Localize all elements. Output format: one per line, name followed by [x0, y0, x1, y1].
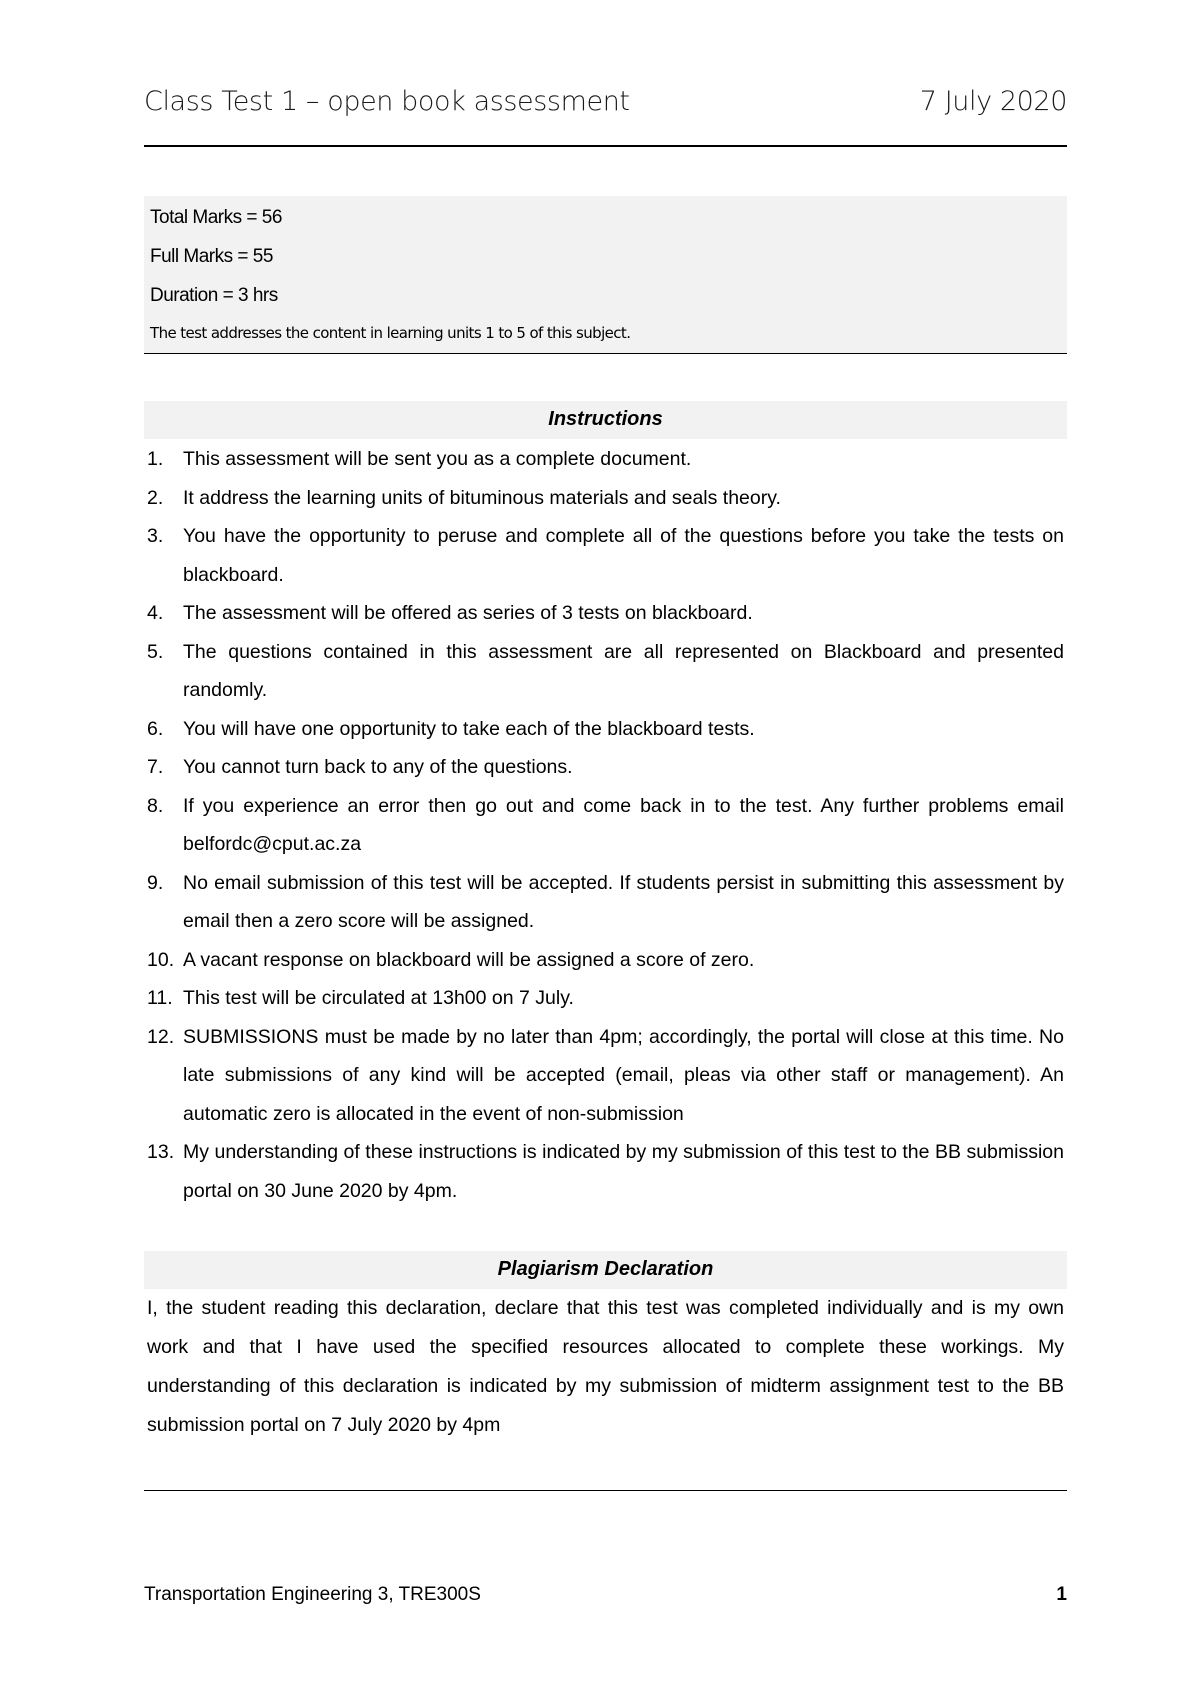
page-number: 1 [1056, 1584, 1067, 1605]
instruction-text: You have the opportunity to peruse and complete all of the questions before you take the tests on blackboard. [183, 525, 1064, 586]
instruction-text: This test will be circulated at 13h00 on 7 July. [183, 987, 574, 1009]
instruction-text: You cannot turn back to any of the questions. [183, 756, 573, 778]
instruction-number: 7. [147, 756, 164, 778]
instruction-number: 12. [147, 1025, 175, 1048]
instruction-item [144, 710, 1067, 749]
plagiarism-heading: Plagiarism Declaration [144, 1251, 1067, 1289]
instruction-item [144, 748, 1067, 787]
instruction-number: 5. [147, 640, 164, 663]
instruction-number: 3. [147, 525, 164, 547]
instruction-number: 11. [147, 987, 173, 1009]
document-date: 7 July 2020 [919, 86, 1067, 117]
instruction-text: No email submission of this test will be accepted. If students persist in submitting this assessment by email then a zero score will be assigned. [183, 871, 1064, 932]
instruction-item [144, 864, 1067, 941]
instructions-heading: Instructions [144, 401, 1067, 439]
full-marks: Full Marks = 55 [150, 246, 273, 267]
instruction-text: If you experience an error then go out and come back in to the test. Any further problems email belfordc@cput.ac.za [183, 794, 1064, 855]
total-marks: Total Marks = 56 [150, 207, 282, 228]
document-title: Class Test 1 – open book assessment [144, 86, 630, 117]
duration: Duration = 3 hrs [150, 285, 278, 306]
instruction-text: A vacant response on blackboard will be assigned a score of zero. [183, 948, 755, 971]
page-header [144, 86, 1067, 126]
instruction-text: The assessment will be offered as series of 3 tests on blackboard. [183, 602, 753, 624]
marks-summary-box [144, 196, 1067, 354]
scope-note: The test addresses the content in learning units 1 to 5 of this subject. [150, 324, 631, 342]
instruction-item [144, 633, 1067, 710]
instruction-number: 1. [147, 448, 164, 470]
course-name: Transportation Engineering 3, TRE300S [144, 1584, 481, 1605]
instruction-text: My understanding of these instructions is indicated by my submission of this test to the BB submission portal on 30 June 2020 by 4pm. [183, 1141, 1064, 1202]
instructions-list [144, 440, 1067, 1210]
instruction-text: SUBMISSIONS must be made by no later than 4pm; accordingly, the portal will close at this time. No late submissions of any kind will be accepted (email, pleas via other staff or management). An automatic zero is allocated in the event of non-submission [183, 1025, 1064, 1125]
instruction-number: 9. [147, 871, 164, 894]
instruction-text: It address the learning units of bituminous materials and seals theory. [183, 486, 781, 509]
plagiarism-declaration-text: I, the student reading this declaration, declare that this test was completed individually and is my own work and that I have used the specified resources allocated to complete these workings. My understanding of this declaration is indicated by my submission of midterm assignment test to the BB submission portal on 7 July 2020 by 4pm [147, 1297, 1064, 1436]
instruction-item [144, 1133, 1067, 1210]
instruction-item [144, 1018, 1067, 1134]
instruction-item [144, 440, 1067, 479]
instruction-number: 2. [147, 486, 164, 509]
instruction-number: 13. [147, 1141, 175, 1163]
instruction-number: 4. [147, 602, 164, 624]
instruction-number: 8. [147, 794, 164, 817]
page-footer [144, 1584, 1067, 1606]
header-divider [144, 145, 1067, 147]
bottom-divider [144, 1490, 1067, 1491]
instruction-item [144, 517, 1067, 594]
instruction-text: The questions contained in this assessment are all represented on Blackboard and presented randomly. [183, 640, 1064, 701]
instruction-item [144, 787, 1067, 864]
instruction-number: 6. [147, 717, 164, 740]
instruction-text: You will have one opportunity to take each of the blackboard tests. [183, 717, 755, 740]
instruction-item [144, 479, 1067, 518]
instruction-item [144, 941, 1067, 980]
instruction-text: This assessment will be sent you as a complete document. [183, 448, 692, 470]
instruction-item [144, 979, 1067, 1018]
instruction-number: 10. [147, 948, 175, 971]
instruction-item [144, 594, 1067, 633]
